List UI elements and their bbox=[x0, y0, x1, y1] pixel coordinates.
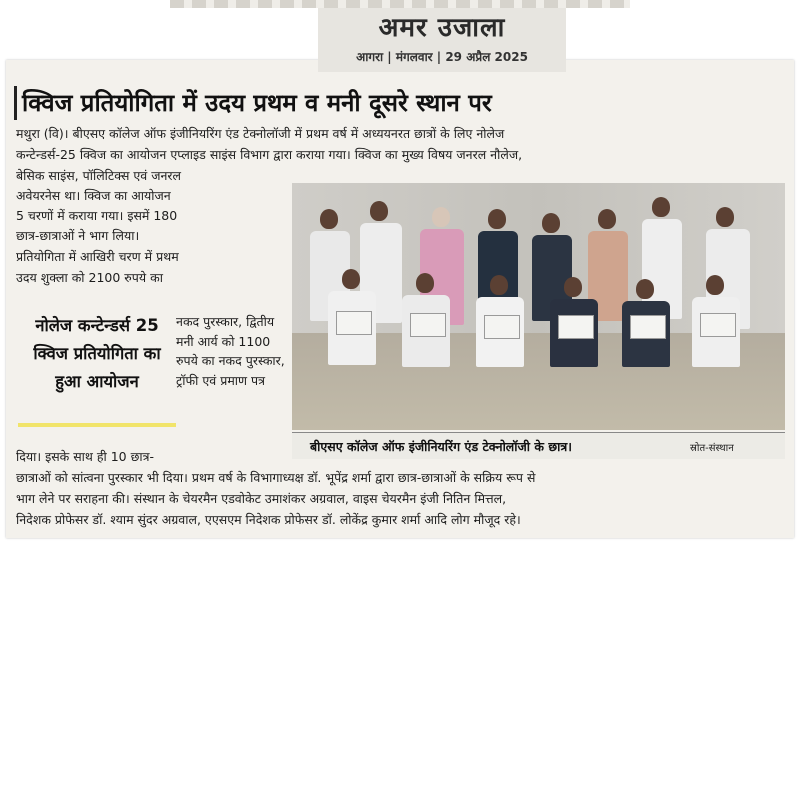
body-line: छात्र-छात्राओं ने भाग लिया। bbox=[16, 228, 140, 243]
person-head bbox=[488, 209, 506, 229]
body-line: उदय शुक्ला को 2100 रुपये का bbox=[16, 270, 163, 285]
certificate bbox=[410, 313, 446, 337]
person-head bbox=[416, 273, 434, 293]
intro-line: कन्टेन्डर्स-25 क्विज का आयोजन एप्लाइड साइंस विभाग द्वारा कराया गया। क्विज का मुख्य विषय जनरल नौलेज, bbox=[16, 147, 523, 162]
article-subheading: नोलेज कन्टेन्डर्स 25 क्विज प्रतियोगिता का हुआ आयोजन bbox=[33, 316, 161, 391]
person-head bbox=[370, 201, 388, 221]
intro-line: मथुरा (वि)। बीएसए कॉलेज ऑफ इंजीनियरिंग एंड टेक्नोलॉजी में प्रथम वर्ष में अध्ययनरत छात्रों के लिए नोलेज bbox=[16, 126, 505, 141]
person-head bbox=[706, 275, 724, 295]
certificate bbox=[558, 315, 594, 339]
body-column-text: नकद पुरस्कार, द्वितीय मनी आर्य को 1100 रुपये का नकद पुरस्कार, ट्रॉफी एवं प्रमाण पत्र bbox=[176, 314, 285, 388]
photo-credit: स्रोत-संस्थान bbox=[690, 443, 734, 454]
body-line: निदेशक प्रोफेसर डॉ. श्याम सुंदर अग्रवाल, एएसएम निदेशक प्रोफेसर डॉ. लोकेंद्र कुमार शर्मा आदि लोग मौजूद रहे। bbox=[16, 512, 521, 527]
previous-page-strip bbox=[170, 0, 630, 8]
subheading-highlight bbox=[18, 423, 176, 427]
article-headline: क्विज प्रतियोगिता में उदय प्रथम व मनी दूसरे स्थान पर bbox=[22, 89, 492, 117]
certificate bbox=[336, 311, 372, 335]
person-head bbox=[320, 209, 338, 229]
photo-caption-bar bbox=[292, 432, 785, 459]
person-head bbox=[598, 209, 616, 229]
masthead bbox=[318, 8, 566, 72]
certificate bbox=[484, 315, 520, 339]
person-head bbox=[652, 197, 670, 217]
group-photo bbox=[292, 183, 785, 430]
photo-caption: बीएसए कॉलेज ऑफ इंजीनियरिंग एंड टेक्नोलॉजी के छात्र। bbox=[310, 439, 572, 454]
person-head bbox=[432, 207, 450, 227]
edition-date: आगरा | मंगलवार | 29 अप्रैल 2025 bbox=[356, 50, 528, 64]
body-line: प्रतियोगिता में आखिरी चरण में प्रथम bbox=[16, 249, 179, 264]
body-line: भाग लेने पर सराहना की। संस्थान के चेयरमैन एडवोकेट उमाशंकर अग्रवाल, वाइस चेयरमैन इंजी नितिन मित्तल, bbox=[16, 491, 507, 506]
body-line: छात्राओं को सांत्वना पुरस्कार भी दिया। प्रथम वर्ष के विभागाध्यक्ष डॉ. भूपेंद्र शर्मा द्वारा छात्र-छात्राओं के सक्रिय रूप से bbox=[16, 470, 536, 485]
person-head bbox=[542, 213, 560, 233]
person-head bbox=[490, 275, 508, 295]
body-line: बेसिक साइंस, पॉलिटिक्स एवं जनरल bbox=[16, 168, 182, 183]
certificate bbox=[630, 315, 666, 339]
body-line: दिया। इसके साथ ही 10 छात्र- bbox=[16, 449, 155, 464]
person-head bbox=[636, 279, 654, 299]
headline-rule bbox=[14, 86, 17, 120]
newspaper-name: अमर उजाला bbox=[378, 13, 506, 43]
body-line: अवेयरनेस था। क्विज का आयोजन bbox=[16, 188, 171, 203]
person-head bbox=[716, 207, 734, 227]
person-head bbox=[342, 269, 360, 289]
body-line: 5 चरणों में कराया गया। इसमें 180 bbox=[16, 208, 178, 223]
person-head bbox=[564, 277, 582, 297]
certificate bbox=[700, 313, 736, 337]
